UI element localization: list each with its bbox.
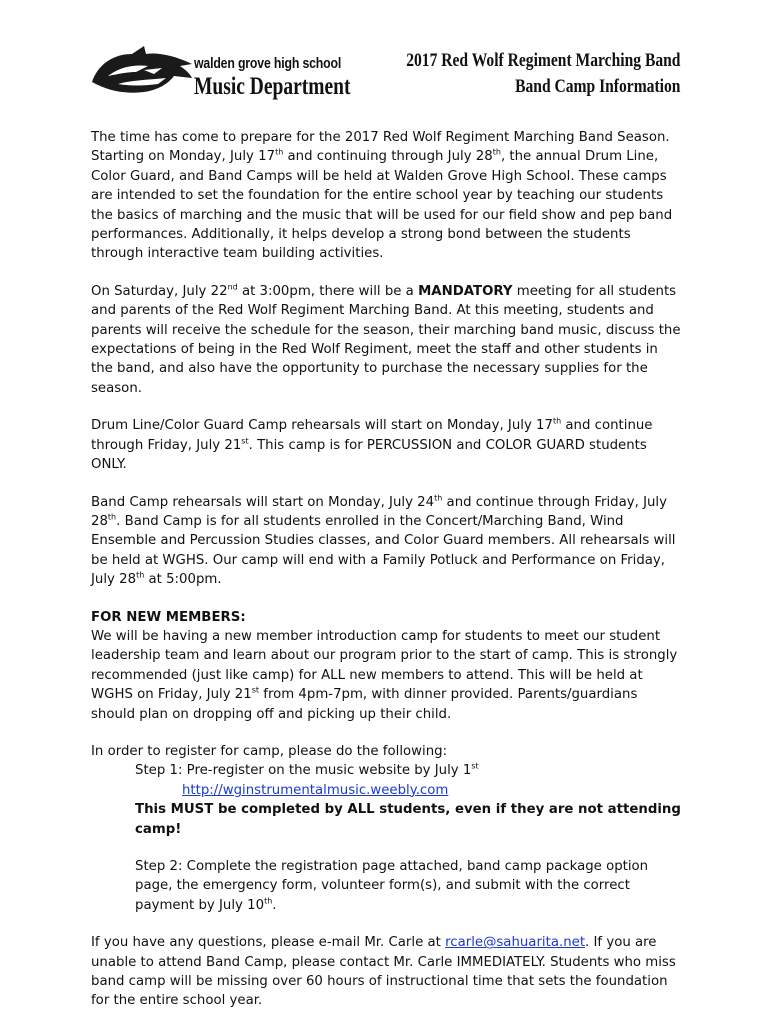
paragraph-mandatory-meeting: On Saturday, July 22nd at 3:00pm, there will be a MANDATORY meeting for all students and parents of the Red Wolf Regiment Marching Band. At this meeting, students and parents will receive the schedule for the season, their marching band music, discuss the expectations of being in the Red Wolf Regiment, meet the staff and other students in the band, and also have the opportunity to purchase the necessary supplies for the season. [91, 282, 681, 396]
register-must-note: This MUST be completed by ALL students, even if they are not attending camp! [135, 802, 681, 837]
new-members-heading: FOR NEW MEMBERS: [91, 609, 246, 625]
register-step-1: Step 1: Pre-register on the music website by July 1st [135, 761, 479, 779]
register-intro: In order to register for camp, please do the following: [91, 743, 448, 759]
music-website-link[interactable]: http://wginstrumentalmusic.weebly.com [182, 782, 449, 798]
paragraph-intro: The time has come to prepare for the 2017 Red Wolf Regiment Marching Band Season. Starting on Monday, July 17th and continuing through July 28th, the annual Drum Line, Color Guard, and Band Camps will be held at Walden Grove High School. These camps are intended to set the foundation for the entire school year by teaching our students the basics of marching and the music that will be used for our field show and pep band performances. Additionally, it helps develop a strong bond between the students through interactive team building activities. [91, 130, 673, 262]
register-step-2: Step 2: Complete the registration page attached, band camp package option page, the emergency form, volunteer form(s), and submit with the correct payment by July 10th. [135, 859, 649, 913]
letterhead [88, 40, 688, 110]
logo-school-name: walden grove high school [194, 55, 342, 72]
logo-department: Music Department [194, 73, 351, 100]
paragraph-drumline-camp: Drum Line/Color Guard Camp rehearsals will start on Monday, July 17th and continue through Friday, July 21st. This camp is for PERCUSSION and COLOR GUARD students ONLY. [91, 416, 653, 473]
wolf-head-icon [88, 42, 198, 98]
document-title [346, 48, 680, 100]
paragraph-new-members: FOR NEW MEMBERS: We will be having a new member introduction camp for students to meet our student leadership team and learn about our program prior to the start of camp. This is strongly recommended (just like camp) for ALL new members to attend. This will be held at WGHS on Friday, July 21st from 4pm-7pm, with dinner provided. Parents/guardians should plan on dropping off and picking up their child. [91, 608, 683, 724]
school-logo [88, 40, 351, 102]
title-line-2: Band Camp Information [514, 76, 680, 97]
title-line-1: 2017 Red Wolf Regiment Marching Band [405, 50, 680, 71]
mandatory-label: MANDATORY [418, 283, 513, 299]
paragraph-band-camp: Band Camp rehearsals will start on Monday, July 24th and continue through Friday, July 28th. Band Camp is for all students enrolled in the Concert/Marching Band, Wind Ensemble and Percussion Studies classes, and Color Guard members. All rehearsals will be held at WGHS. Our camp will end with a Family Potluck and Performance on Friday, July 28th at 5:00pm. [91, 493, 676, 588]
email-link[interactable]: rcarle@sahuarita.net [445, 935, 586, 951]
letter-body [91, 128, 683, 1029]
registration-instructions [91, 742, 683, 915]
paragraph-closing: If you have any questions, please e-mail Mr. Carle at rcarle@sahuarita.net. If you are unable to attend Band Camp, please contact Mr. Carle IMMEDIATELY. Students who miss band camp will be missing over 60 hours of instructional time that sets the foundation for the entire school year. [91, 935, 676, 1009]
